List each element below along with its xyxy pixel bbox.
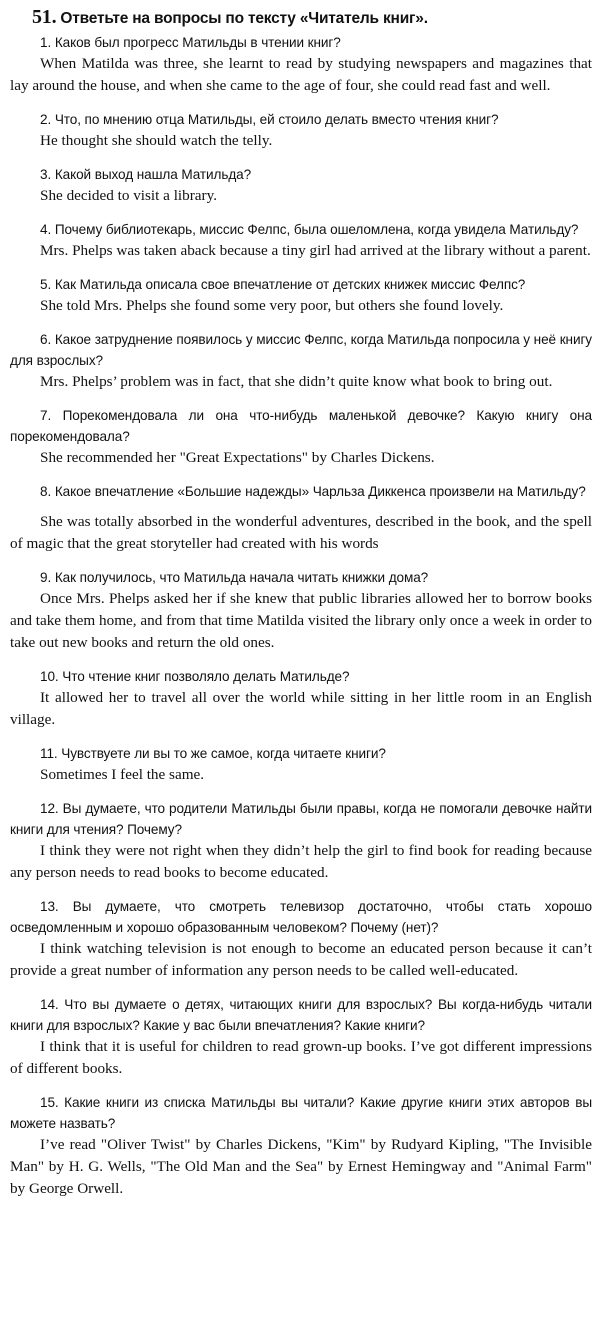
document-page — [10, 6, 592, 1212]
question-5: 5. Как Матильда описала свое впечатление от детских книжек миссис Фелпс? — [40, 277, 526, 292]
qa-item-11 — [10, 743, 592, 786]
exercise-heading — [32, 6, 592, 30]
qa-item-4 — [10, 219, 592, 262]
qa-item-7 — [10, 405, 592, 469]
qa-item-8 — [10, 481, 592, 555]
question-14: 14. Что вы думаете о детях, читающих книги для взрослых? Вы когда-нибудь читали книги для взрослых? Какие у вас были впечатления? Какие книги? — [10, 997, 592, 1033]
question-15: 15. Какие книги из списка Матильды вы читали? Какие другие книги этих авторов вы можете назвать? — [10, 1095, 592, 1131]
qa-item-2 — [10, 109, 592, 152]
question-2: 2. Что, по мнению отца Матильды, ей стоило делать вместо чтения книг? — [40, 112, 499, 127]
question-3: 3. Какой выход нашла Матильда? — [40, 167, 252, 182]
question-9: 9. Как получилось, что Матильда начала читать книжки дома? — [40, 570, 429, 585]
qa-item-15 — [10, 1092, 592, 1200]
question-10: 10. Что чтение книг позволяло делать Матильде? — [40, 669, 350, 684]
question-12: 12. Вы думаете, что родители Матильды были правы, когда не помогали девочке найти книги для чтения? Почему? — [10, 801, 592, 837]
answer-14: I think that it is useful for children to read grown-up books. I’ve got different impressions of different books. — [10, 1038, 592, 1077]
answer-9: Once Mrs. Phelps asked her if she knew that public libraries allowed her to borrow books and take them home, and from that time Matilda visited the library only once a week in order to take out new books and return the old ones. — [10, 590, 592, 651]
qa-item-13 — [10, 896, 592, 982]
answer-5: She told Mrs. Phelps she found some very poor, but others she found lovely. — [40, 297, 504, 314]
qa-item-10 — [10, 666, 592, 731]
qa-item-6 — [10, 329, 592, 393]
answer-12: I think they were not right when they didn’t help the girl to find book for reading because any person needs to read books to become educated. — [10, 842, 592, 881]
qa-item-12 — [10, 798, 592, 884]
question-11: 11. Чувствуете ли вы то же самое, когда читаете книги? — [40, 746, 386, 761]
answer-4: Mrs. Phelps was taken aback because a tiny girl had arrived at the library without a parent. — [40, 242, 591, 259]
question-8: 8. Какое впечатление «Большие надежды» Чарльза Диккенса произвели на Матильду? — [40, 484, 586, 499]
exercise-title: Ответьте на вопросы по тексту «Читатель книг». — [60, 10, 428, 27]
question-7: 7. Порекомендовала ли она что-нибудь маленькой девочке? Какую книгу она порекомендовала? — [10, 408, 592, 444]
answer-13: I think watching television is not enough to become an educated person because it can’t provide a great number of information any person needs to be called well-educated. — [10, 940, 592, 979]
answer-15: I’ve read "Oliver Twist" by Charles Dickens, "Kim" by Rudyard Kipling, "The Invisible Man" by H. G. Wells, "The Old Man and the Sea" by Ernest Hemingway and "Animal Farm" by George Orwell. — [10, 1136, 592, 1197]
answer-10: It allowed her to travel all over the world while sitting in her little room in an English village. — [10, 689, 592, 728]
qa-item-5 — [10, 274, 592, 317]
exercise-number: 51. — [32, 6, 57, 28]
answer-2: He thought she should watch the telly. — [40, 132, 273, 149]
answer-8: She was totally absorbed in the wonderful adventures, described in the book, and the spell of magic that the great storyteller had created with his words — [10, 513, 592, 552]
answer-3: She decided to visit a library. — [40, 187, 217, 204]
qa-item-9 — [10, 567, 592, 654]
qa-item-14 — [10, 994, 592, 1080]
answer-1: When Matilda was three, she learnt to read by studying newspapers and magazines that lay around the house, and when she came to the age of four, she could read fast and well. — [10, 55, 592, 94]
question-6: 6. Какое затруднение появилось у миссис Фелпс, когда Матильда попросила у неё книгу для взрослых? — [10, 332, 592, 368]
answer-11: Sometimes I feel the same. — [40, 766, 205, 783]
answer-7: She recommended her "Great Expectations" by Charles Dickens. — [40, 449, 435, 466]
qa-item-3 — [10, 164, 592, 207]
qa-item-1 — [10, 32, 592, 97]
question-4: 4. Почему библиотекарь, миссис Фелпс, была ошеломлена, когда увидела Матильду? — [40, 222, 579, 237]
answer-6: Mrs. Phelps’ problem was in fact, that she didn’t quite know what book to bring out. — [40, 373, 553, 390]
question-1: 1. Каков был прогресс Матильды в чтении книг? — [40, 35, 341, 50]
question-13: 13. Вы думаете, что смотреть телевизор достаточно, чтобы стать хорошо осведомленным и хорошо образованным человеком? Почему (нет)? — [10, 899, 592, 935]
